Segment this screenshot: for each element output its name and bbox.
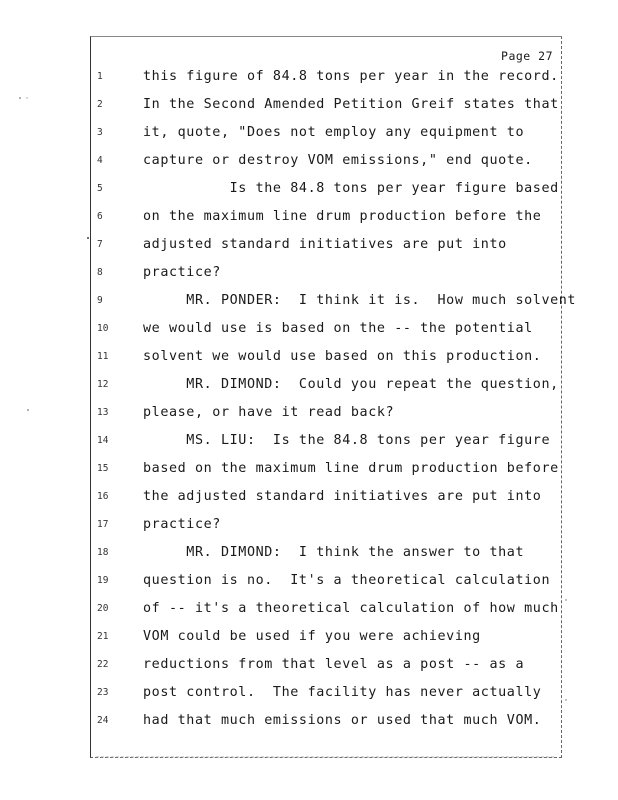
line-number: 23 (97, 687, 109, 698)
page-number: Page 27 (501, 49, 553, 63)
line-number: 19 (97, 575, 109, 586)
transcript-line (91, 375, 561, 395)
line-number: 18 (97, 547, 109, 558)
transcript-line (91, 95, 561, 115)
line-text: practice? (143, 517, 221, 532)
line-text: it, quote, "Does not employ any equipment to (143, 125, 525, 140)
line-number: 8 (97, 267, 103, 278)
line-text: question is no. It's a theoretical calculation (143, 573, 551, 588)
line-text: MR. DIMOND: I think the answer to that (143, 545, 525, 560)
line-number: 9 (97, 295, 103, 306)
line-text: based on the maximum line drum production before (143, 461, 559, 476)
line-text: we would use is based on the -- the potential (143, 321, 533, 336)
line-number: 14 (97, 435, 109, 446)
transcript-line (91, 459, 561, 479)
transcript-line (91, 571, 561, 591)
line-text: solvent we would use based on this production. (143, 349, 542, 364)
transcript-line (91, 487, 561, 507)
transcript-line (91, 347, 561, 367)
line-number: 21 (97, 631, 109, 642)
transcript-line (91, 235, 561, 255)
line-number: 5 (97, 183, 103, 194)
line-text: of -- it's a theoretical calculation of how much (143, 601, 559, 616)
transcript-line (91, 683, 561, 703)
line-number: 4 (97, 155, 103, 166)
line-number: 12 (97, 379, 109, 390)
transcript-line (91, 291, 577, 311)
line-number: 22 (97, 659, 109, 670)
line-number: 10 (97, 323, 109, 334)
transcript-line (91, 319, 561, 339)
line-text: this figure of 84.8 tons per year in the record. (143, 69, 559, 84)
line-text: MR. PONDER: I think it is. How much solvent (143, 293, 577, 308)
line-number: 7 (97, 239, 103, 250)
transcript-line (91, 67, 561, 87)
transcript-line (91, 627, 561, 647)
line-number: 17 (97, 519, 109, 530)
line-number: 2 (97, 99, 103, 110)
transcript-line (91, 151, 561, 171)
line-number: 13 (97, 407, 109, 418)
line-text: VOM could be used if you were achieving (143, 629, 481, 644)
transcript-page (90, 36, 577, 758)
line-number: 1 (97, 71, 103, 82)
line-text: post control. The facility has never actually (143, 685, 542, 700)
transcript-line (91, 599, 561, 619)
transcript-line (91, 263, 561, 283)
line-text: adjusted standard initiatives are put into (143, 237, 507, 252)
line-number: 11 (97, 351, 109, 362)
line-text: MR. DIMOND: Could you repeat the question, (143, 377, 559, 392)
line-text: Is the 84.8 tons per year figure based (143, 181, 559, 196)
line-number: 24 (97, 715, 109, 726)
line-text: please, or have it read back? (143, 405, 395, 420)
transcript-line (91, 515, 561, 535)
line-number: 15 (97, 463, 109, 474)
transcript-line (91, 711, 561, 731)
line-text: practice? (143, 265, 221, 280)
transcript-line (91, 123, 561, 143)
transcript-line (91, 543, 561, 563)
line-text: In the Second Amended Petition Greif states that (143, 97, 559, 112)
line-text: the adjusted standard initiatives are put into (143, 489, 542, 504)
transcript-line (91, 403, 561, 423)
transcript-line (91, 431, 561, 451)
line-number: 3 (97, 127, 103, 138)
line-text: MS. LIU: Is the 84.8 tons per year figure (143, 433, 551, 448)
line-text: had that much emissions or used that much VOM. (143, 713, 542, 728)
line-text: reductions from that level as a post -- as a (143, 657, 525, 672)
line-text: capture or destroy VOM emissions," end quote. (143, 153, 533, 168)
transcript-line (91, 179, 561, 199)
transcript-line (91, 207, 561, 227)
line-number: 16 (97, 491, 109, 502)
line-number: 20 (97, 603, 109, 614)
line-text: on the maximum line drum production before the (143, 209, 542, 224)
transcript-line (91, 655, 561, 675)
line-number: 6 (97, 211, 103, 222)
